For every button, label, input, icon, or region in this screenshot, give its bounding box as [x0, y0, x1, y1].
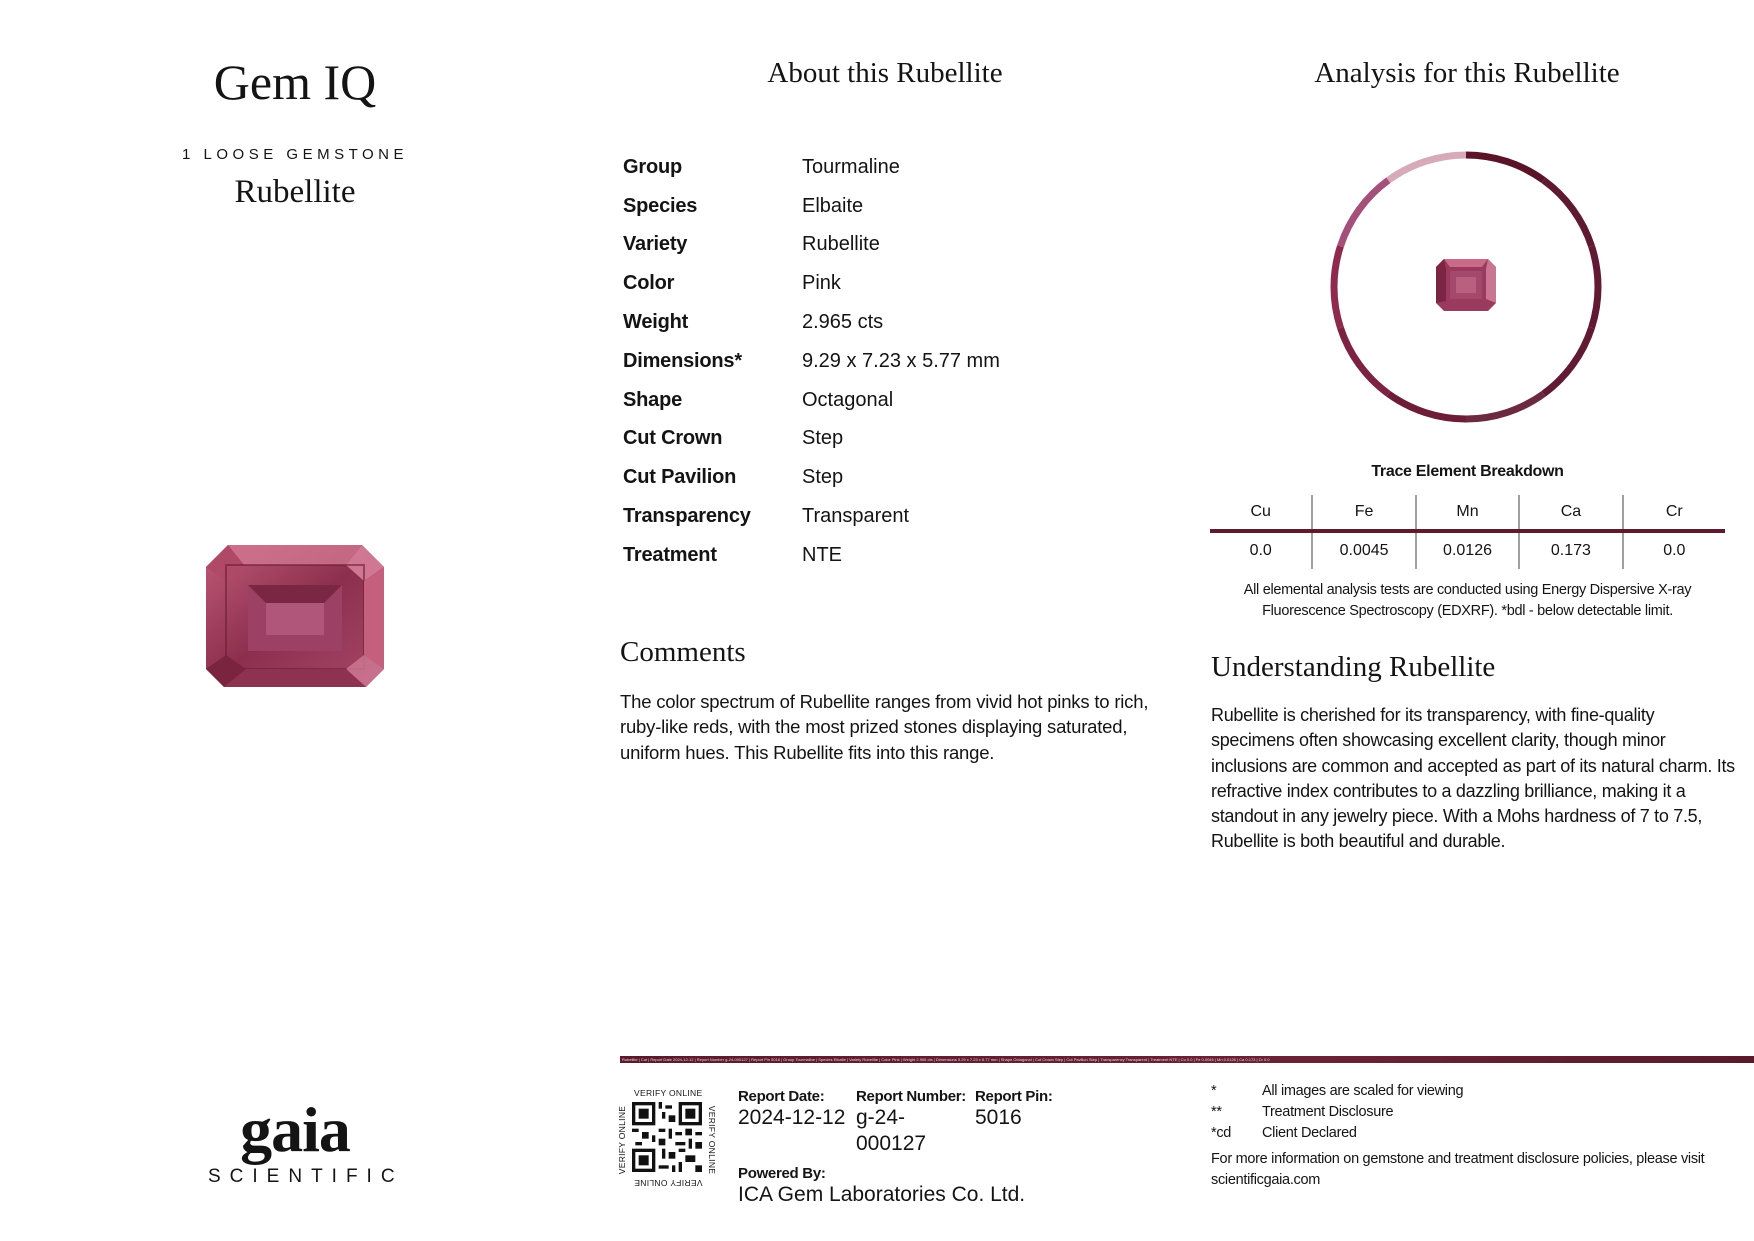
ring-segment	[1544, 180, 1592, 246]
element-symbol: Cr	[1622, 495, 1725, 529]
property-label: Weight	[623, 311, 689, 334]
property-row-treatment	[623, 536, 1183, 575]
property-label: Cut Pavilion	[623, 466, 737, 489]
report-details	[738, 1088, 1053, 1208]
element-value: 0.0045	[1311, 533, 1414, 569]
verify-qr-block[interactable]	[618, 1090, 718, 1190]
report-number-field	[856, 1088, 975, 1157]
trace-element-title: Trace Element Breakdown	[1371, 463, 1564, 480]
understanding-body: Rubellite is cherished for its transparency, with fine-quality specimens often showcasing excellent clarity, though minor inclusions are common and accepted as part of its natural charm. Its refractive index contributes to a dazzling brilliance, making it a standout in any jewelry piece. With a Mohs hardness of 7 to 7.5, Rubellite is both beautiful and durable.	[1211, 705, 1735, 852]
footnote-mark: *	[1211, 1082, 1217, 1099]
property-label: Group	[623, 155, 682, 178]
footnote-text: Treatment Disclosure	[1262, 1103, 1394, 1120]
loose-gemstone-label: 1 LOOSE GEMSTONE	[182, 146, 408, 163]
property-row-weight	[623, 303, 1183, 342]
footnote-row	[1211, 1122, 1751, 1143]
report-number-label: Report Number:	[856, 1088, 966, 1105]
property-value: Elbaite	[802, 194, 864, 217]
trace-element-table	[1210, 495, 1725, 569]
property-value: 2.965 cts	[802, 311, 884, 334]
powered-by-value: ICA Gem Laboratories Co. Ltd.	[738, 1183, 1026, 1206]
verify-label-left: VERIFY ONLINE	[617, 1105, 628, 1175]
property-row-shape	[623, 381, 1183, 420]
report-number-value: g-24-000127	[856, 1106, 927, 1155]
footnote-row	[1211, 1080, 1751, 1101]
report-date-label: Report Date:	[738, 1088, 825, 1105]
footnote-mark: *cd	[1211, 1124, 1232, 1141]
trace-header-row	[1210, 495, 1725, 529]
report-date-field	[738, 1088, 856, 1157]
report-pin-label: Report Pin:	[975, 1088, 1053, 1105]
element-value: 0.0	[1249, 542, 1272, 559]
ring-segment	[1340, 328, 1388, 394]
property-label: Species	[623, 194, 698, 217]
footnotes	[1211, 1080, 1751, 1191]
property-label: Cut Crown	[623, 427, 723, 450]
gaia-scientific-logo	[200, 1094, 404, 1188]
about-section-title: About this Rubellite	[767, 57, 1003, 89]
element-symbol: Mn	[1415, 495, 1518, 529]
encoded-data-text: Rubellite | Cut | Report Date 2024-12-12 | Report Number g-24-000127 | Report Pin 5016 | Group Tourmaline | Species Elbaite | Variety Rubellite | Color Pink | Weight 2.965 cts | Dimensions 9.29 x 7.23 x 5.77 mm | Shape Octagonal | Cut Crown Step | Cut Pavilion Step | Transparency Transparent | Treatment NTE | Cu 0.0 | Fe 0.0045 | Mn 0.0126 | Ca 0.173 | Cr 0.0	[622, 1057, 1270, 1062]
variety-title: Rubellite	[234, 174, 356, 210]
property-value: Rubellite	[802, 233, 880, 256]
property-row-dimensions	[623, 342, 1183, 381]
element-symbol: Cu	[1250, 503, 1271, 520]
footnote-row	[1211, 1101, 1751, 1122]
trace-value-row	[1210, 533, 1725, 569]
powered-by-label: Powered By:	[738, 1165, 826, 1182]
verify-label-top: VERIFY ONLINE	[634, 1088, 703, 1098]
property-value: Step	[802, 466, 844, 489]
property-value: NTE	[802, 543, 842, 566]
property-value: Step	[802, 427, 844, 450]
verify-label-bottom: VERIFY ONLINE	[634, 1178, 703, 1188]
analysis-section-title: Analysis for this Rubellite	[1314, 57, 1620, 89]
powered-by-field	[738, 1165, 1053, 1208]
property-value: 9.29 x 7.23 x 5.77 mm	[802, 349, 1000, 372]
ring-segment	[1466, 394, 1544, 419]
property-row-group	[623, 148, 1183, 187]
property-row-color	[623, 264, 1183, 303]
property-label: Color	[623, 272, 675, 295]
property-value: Tourmaline	[802, 155, 900, 178]
gemstone-thumbnail	[1436, 259, 1496, 311]
property-value: Octagonal	[802, 388, 894, 411]
verify-label-right: VERIFY ONLINE	[707, 1105, 718, 1175]
property-row-variety	[623, 226, 1183, 265]
logo-subtitle: SCIENTIFIC	[208, 1166, 404, 1187]
property-label: Shape	[623, 388, 683, 411]
report-pin-field	[975, 1088, 1053, 1157]
ring-segment	[1592, 246, 1598, 328]
property-label: Treatment	[623, 543, 717, 566]
footnote-text: Client Declared	[1262, 1124, 1357, 1141]
property-row-cut-pavilion	[623, 458, 1183, 497]
comments-title: Comments	[620, 636, 746, 668]
property-value: Transparent	[802, 505, 910, 528]
ring-segment	[1340, 180, 1388, 246]
comments-body: The color spectrum of Rubellite ranges from vivid hot pinks to rich, ruby-like reds, with the most prized stones displaying saturated, uniform hues. This Rubellite fits into this range.	[620, 691, 1149, 763]
element-value: 0.0126	[1415, 533, 1518, 569]
property-value: Pink	[802, 272, 841, 295]
element-symbol: Fe	[1311, 495, 1414, 529]
property-row-transparency	[623, 497, 1183, 536]
element-value: 0.173	[1518, 533, 1621, 569]
policy-text: For more information on gemstone and treatment disclosure policies, please visit scientificgaia.com	[1211, 1151, 1705, 1188]
brand-title: Gem IQ	[213, 54, 377, 110]
logo-wordmark: gaia	[240, 1094, 350, 1165]
footnote-mark: **	[1211, 1103, 1222, 1120]
ring-segment	[1388, 155, 1466, 180]
ring-segment	[1388, 394, 1466, 419]
gemstone-image	[206, 545, 384, 687]
property-row-species	[623, 187, 1183, 226]
element-value: 0.0	[1622, 533, 1725, 569]
properties-table	[623, 148, 1183, 575]
qr-code-icon[interactable]	[632, 1102, 702, 1172]
property-label: Variety	[623, 233, 688, 256]
property-label: Transparency	[623, 505, 751, 528]
element-symbol: Ca	[1518, 495, 1621, 529]
report-date-value: 2024-12-12	[738, 1106, 846, 1129]
ring-segment	[1334, 246, 1340, 328]
trace-analysis-note: All elemental analysis tests are conducted using Energy Dispersive X-ray Fluorescence Spectroscopy (EDXRF). *bdl - below detectable limit.	[1243, 582, 1692, 619]
ring-segment	[1466, 155, 1544, 180]
report-pin-value: 5016	[975, 1106, 1022, 1129]
understanding-title: Understanding Rubellite	[1211, 651, 1496, 683]
property-label: Dimensions*	[623, 349, 742, 372]
footnote-text: All images are scaled for viewing	[1262, 1082, 1464, 1099]
property-row-cut-crown	[623, 420, 1183, 459]
ring-segment	[1544, 328, 1592, 394]
